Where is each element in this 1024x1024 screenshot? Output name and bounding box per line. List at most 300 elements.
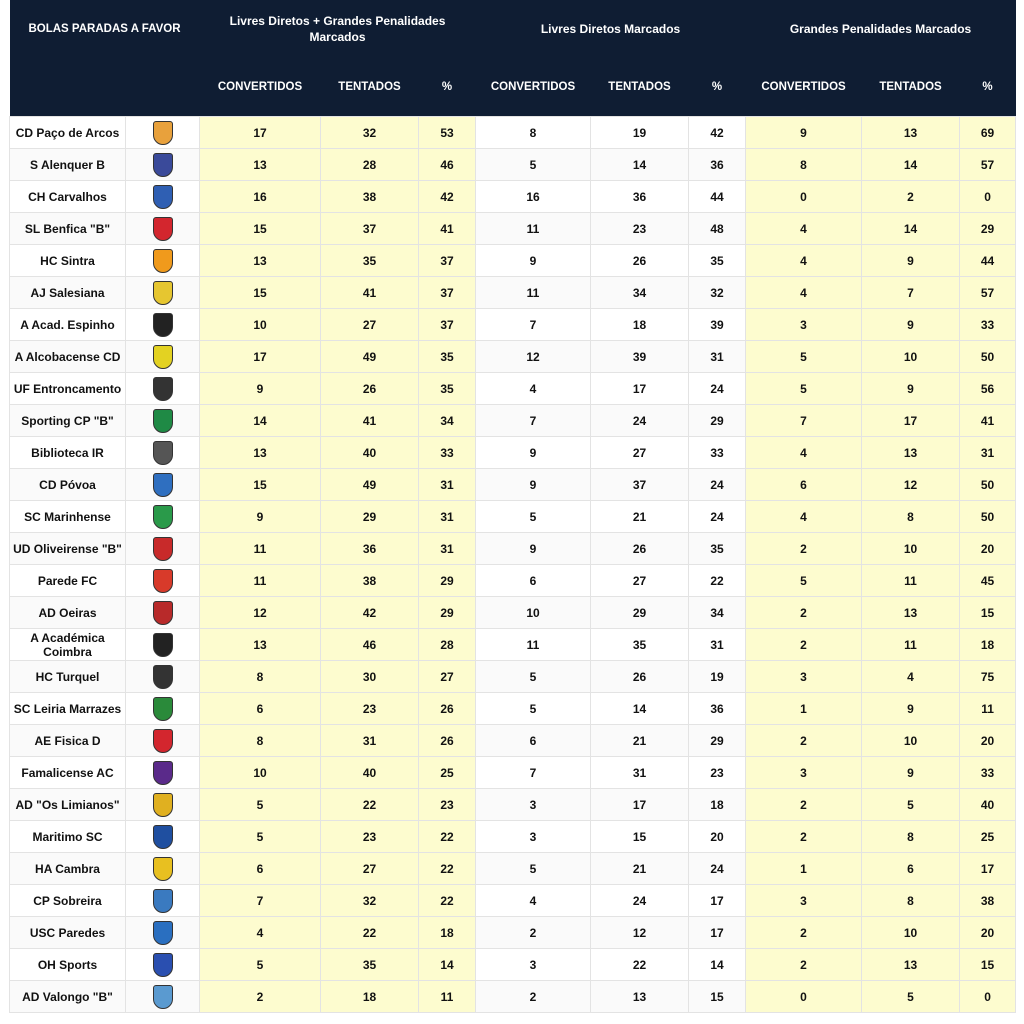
pct-livres: 15 <box>689 981 746 1013</box>
convertidos-total: 13 <box>200 149 321 181</box>
pct-total: 25 <box>419 757 476 789</box>
table-row <box>10 437 1016 469</box>
convertidos-livres: 10 <box>476 597 591 629</box>
pct-livres: 19 <box>689 661 746 693</box>
pct-livres: 22 <box>689 565 746 597</box>
convertidos-total: 6 <box>200 693 321 725</box>
convertidos-penalidades: 7 <box>746 405 862 437</box>
pct-penalidades: 56 <box>960 373 1016 405</box>
tentados-penalidades: 17 <box>862 405 960 437</box>
pct-total: 42 <box>419 181 476 213</box>
team-logo-cell <box>126 245 200 277</box>
team-logo-cell <box>126 341 200 373</box>
convertidos-livres: 5 <box>476 661 591 693</box>
convertidos-penalidades: 2 <box>746 949 862 981</box>
tentados-total: 40 <box>321 757 419 789</box>
convertidos-livres: 9 <box>476 245 591 277</box>
tentados-livres: 26 <box>591 533 689 565</box>
pct-total: 29 <box>419 565 476 597</box>
table-row <box>10 661 1016 693</box>
convertidos-penalidades: 2 <box>746 821 862 853</box>
team-logo-cell <box>126 309 200 341</box>
pct-total: 22 <box>419 821 476 853</box>
team-name: USC Paredes <box>10 917 126 949</box>
convertidos-livres: 7 <box>476 757 591 789</box>
pct-penalidades: 33 <box>960 757 1016 789</box>
pct-penalidades: 20 <box>960 917 1016 949</box>
table-row <box>10 693 1016 725</box>
convertidos-livres: 3 <box>476 789 591 821</box>
tentados-livres: 27 <box>591 437 689 469</box>
convertidos-penalidades: 1 <box>746 693 862 725</box>
team-name: AD Oeiras <box>10 597 126 629</box>
convertidos-total: 16 <box>200 181 321 213</box>
pct-livres: 29 <box>689 725 746 757</box>
convertidos-total: 15 <box>200 277 321 309</box>
pct-total: 28 <box>419 629 476 661</box>
table-row <box>10 629 1016 661</box>
header-tentados-1: TENTADOS <box>321 58 419 117</box>
pct-livres: 23 <box>689 757 746 789</box>
tentados-penalidades: 14 <box>862 213 960 245</box>
team-name: HA Cambra <box>10 853 126 885</box>
convertidos-penalidades: 4 <box>746 213 862 245</box>
pct-livres: 31 <box>689 341 746 373</box>
convertidos-livres: 5 <box>476 693 591 725</box>
pct-penalidades: 20 <box>960 533 1016 565</box>
team-logo-cell <box>126 661 200 693</box>
tentados-livres: 21 <box>591 501 689 533</box>
convertidos-penalidades: 4 <box>746 245 862 277</box>
convertidos-total: 9 <box>200 373 321 405</box>
pct-livres: 33 <box>689 437 746 469</box>
pct-total: 34 <box>419 405 476 437</box>
tentados-livres: 37 <box>591 469 689 501</box>
pct-livres: 31 <box>689 629 746 661</box>
table-row <box>10 309 1016 341</box>
tentados-livres: 17 <box>591 373 689 405</box>
tentados-total: 27 <box>321 853 419 885</box>
pct-livres: 24 <box>689 373 746 405</box>
header-tentados-2: TENTADOS <box>591 58 689 117</box>
convertidos-penalidades: 8 <box>746 149 862 181</box>
team-name: Parede FC <box>10 565 126 597</box>
convertidos-penalidades: 2 <box>746 629 862 661</box>
tentados-total: 42 <box>321 597 419 629</box>
convertidos-livres: 2 <box>476 917 591 949</box>
team-crest-icon <box>153 825 173 849</box>
pct-total: 53 <box>419 117 476 149</box>
tentados-livres: 24 <box>591 885 689 917</box>
convertidos-total: 6 <box>200 853 321 885</box>
pct-total: 23 <box>419 789 476 821</box>
standings-table-wrapper <box>9 0 1015 1013</box>
pct-total: 37 <box>419 277 476 309</box>
table-row <box>10 725 1016 757</box>
tentados-livres: 29 <box>591 597 689 629</box>
pct-total: 35 <box>419 341 476 373</box>
team-crest-icon <box>153 153 173 177</box>
set-pieces-table <box>9 0 1016 1013</box>
convertidos-penalidades: 2 <box>746 917 862 949</box>
team-logo-cell <box>126 725 200 757</box>
table-row <box>10 469 1016 501</box>
convertidos-penalidades: 2 <box>746 725 862 757</box>
convertidos-penalidades: 3 <box>746 885 862 917</box>
convertidos-livres: 11 <box>476 213 591 245</box>
tentados-total: 32 <box>321 117 419 149</box>
convertidos-total: 15 <box>200 469 321 501</box>
tentados-penalidades: 13 <box>862 597 960 629</box>
tentados-penalidades: 10 <box>862 533 960 565</box>
convertidos-total: 10 <box>200 757 321 789</box>
convertidos-livres: 8 <box>476 117 591 149</box>
tentados-livres: 31 <box>591 757 689 789</box>
table-row <box>10 981 1016 1013</box>
convertidos-penalidades: 5 <box>746 341 862 373</box>
tentados-total: 38 <box>321 181 419 213</box>
pct-total: 11 <box>419 981 476 1013</box>
tentados-total: 32 <box>321 885 419 917</box>
tentados-penalidades: 9 <box>862 693 960 725</box>
pct-livres: 24 <box>689 469 746 501</box>
pct-livres: 29 <box>689 405 746 437</box>
tentados-penalidades: 14 <box>862 149 960 181</box>
pct-total: 37 <box>419 245 476 277</box>
table-row <box>10 821 1016 853</box>
pct-livres: 24 <box>689 501 746 533</box>
team-crest-icon <box>153 569 173 593</box>
team-name: OH Sports <box>10 949 126 981</box>
convertidos-total: 10 <box>200 309 321 341</box>
tentados-penalidades: 10 <box>862 341 960 373</box>
tentados-total: 28 <box>321 149 419 181</box>
tentados-total: 35 <box>321 949 419 981</box>
tentados-penalidades: 11 <box>862 629 960 661</box>
tentados-total: 38 <box>321 565 419 597</box>
pct-penalidades: 57 <box>960 149 1016 181</box>
convertidos-livres: 11 <box>476 629 591 661</box>
convertidos-livres: 16 <box>476 181 591 213</box>
pct-total: 29 <box>419 597 476 629</box>
pct-livres: 44 <box>689 181 746 213</box>
pct-total: 22 <box>419 885 476 917</box>
tentados-livres: 26 <box>591 661 689 693</box>
team-logo-cell <box>126 533 200 565</box>
convertidos-penalidades: 5 <box>746 565 862 597</box>
convertidos-livres: 4 <box>476 885 591 917</box>
pct-penalidades: 15 <box>960 949 1016 981</box>
table-body <box>10 117 1016 1013</box>
convertidos-penalidades: 4 <box>746 437 862 469</box>
team-name: CH Carvalhos <box>10 181 126 213</box>
table-row <box>10 789 1016 821</box>
tentados-penalidades: 9 <box>862 373 960 405</box>
table-row <box>10 117 1016 149</box>
tentados-livres: 35 <box>591 629 689 661</box>
pct-penalidades: 41 <box>960 405 1016 437</box>
team-name: AE Fisica D <box>10 725 126 757</box>
tentados-total: 40 <box>321 437 419 469</box>
header-bolas-paradas: BOLAS PARADAS A FAVOR <box>10 0 200 58</box>
table-row <box>10 181 1016 213</box>
tentados-total: 22 <box>321 789 419 821</box>
table-row <box>10 597 1016 629</box>
convertidos-total: 13 <box>200 629 321 661</box>
tentados-livres: 27 <box>591 565 689 597</box>
convertidos-penalidades: 1 <box>746 853 862 885</box>
pct-penalidades: 44 <box>960 245 1016 277</box>
pct-livres: 34 <box>689 597 746 629</box>
team-logo-cell <box>126 885 200 917</box>
team-crest-icon <box>153 985 173 1009</box>
pct-total: 35 <box>419 373 476 405</box>
team-crest-icon <box>153 857 173 881</box>
table-row <box>10 341 1016 373</box>
tentados-penalidades: 10 <box>862 917 960 949</box>
tentados-livres: 21 <box>591 853 689 885</box>
convertidos-livres: 9 <box>476 533 591 565</box>
team-name: CD Paço de Arcos <box>10 117 126 149</box>
team-logo-cell <box>126 213 200 245</box>
tentados-total: 41 <box>321 277 419 309</box>
pct-livres: 35 <box>689 245 746 277</box>
convertidos-penalidades: 6 <box>746 469 862 501</box>
tentados-total: 22 <box>321 917 419 949</box>
tentados-livres: 39 <box>591 341 689 373</box>
tentados-penalidades: 4 <box>862 661 960 693</box>
table-row <box>10 949 1016 981</box>
team-crest-icon <box>153 793 173 817</box>
pct-livres: 18 <box>689 789 746 821</box>
pct-livres: 32 <box>689 277 746 309</box>
pct-livres: 20 <box>689 821 746 853</box>
pct-total: 33 <box>419 437 476 469</box>
team-crest-icon <box>153 601 173 625</box>
team-name: SC Marinhense <box>10 501 126 533</box>
pct-penalidades: 18 <box>960 629 1016 661</box>
team-crest-icon <box>153 217 173 241</box>
team-name: CP Sobreira <box>10 885 126 917</box>
team-crest-icon <box>153 921 173 945</box>
table-row <box>10 149 1016 181</box>
team-name: Famalicense AC <box>10 757 126 789</box>
tentados-livres: 15 <box>591 821 689 853</box>
team-crest-icon <box>153 953 173 977</box>
tentados-penalidades: 6 <box>862 853 960 885</box>
convertidos-total: 8 <box>200 725 321 757</box>
pct-livres: 39 <box>689 309 746 341</box>
tentados-livres: 26 <box>591 245 689 277</box>
convertidos-penalidades: 2 <box>746 597 862 629</box>
team-name: A Acad. Espinho <box>10 309 126 341</box>
pct-penalidades: 75 <box>960 661 1016 693</box>
tentados-total: 37 <box>321 213 419 245</box>
team-name: Maritimo SC <box>10 821 126 853</box>
team-logo-cell <box>126 405 200 437</box>
header-convertidos-1: CONVERTIDOS <box>200 58 321 117</box>
convertidos-total: 11 <box>200 533 321 565</box>
tentados-penalidades: 13 <box>862 117 960 149</box>
tentados-total: 26 <box>321 373 419 405</box>
team-crest-icon <box>153 505 173 529</box>
pct-total: 22 <box>419 853 476 885</box>
table-row <box>10 373 1016 405</box>
pct-penalidades: 45 <box>960 565 1016 597</box>
convertidos-livres: 9 <box>476 437 591 469</box>
pct-total: 31 <box>419 469 476 501</box>
tentados-total: 18 <box>321 981 419 1013</box>
pct-livres: 14 <box>689 949 746 981</box>
tentados-total: 35 <box>321 245 419 277</box>
team-name: Sporting CP "B" <box>10 405 126 437</box>
tentados-total: 23 <box>321 821 419 853</box>
team-crest-icon <box>153 665 173 689</box>
convertidos-total: 15 <box>200 213 321 245</box>
header-team-spacer <box>10 58 200 117</box>
tentados-penalidades: 9 <box>862 757 960 789</box>
table-row <box>10 885 1016 917</box>
convertidos-livres: 11 <box>476 277 591 309</box>
table-row <box>10 757 1016 789</box>
convertidos-penalidades: 0 <box>746 981 862 1013</box>
tentados-livres: 19 <box>591 117 689 149</box>
convertidos-penalidades: 4 <box>746 277 862 309</box>
table-header <box>10 0 1016 117</box>
tentados-livres: 18 <box>591 309 689 341</box>
pct-penalidades: 15 <box>960 597 1016 629</box>
team-name: SC Leiria Marrazes <box>10 693 126 725</box>
team-logo-cell <box>126 757 200 789</box>
team-crest-icon <box>153 249 173 273</box>
convertidos-total: 5 <box>200 789 321 821</box>
team-name: HC Turquel <box>10 661 126 693</box>
convertidos-livres: 12 <box>476 341 591 373</box>
tentados-penalidades: 5 <box>862 981 960 1013</box>
header-convertidos-3: CONVERTIDOS <box>746 58 862 117</box>
pct-total: 46 <box>419 149 476 181</box>
tentados-livres: 21 <box>591 725 689 757</box>
convertidos-penalidades: 3 <box>746 757 862 789</box>
convertidos-livres: 7 <box>476 309 591 341</box>
team-crest-icon <box>153 889 173 913</box>
pct-penalidades: 17 <box>960 853 1016 885</box>
tentados-total: 49 <box>321 469 419 501</box>
convertidos-livres: 3 <box>476 821 591 853</box>
convertidos-total: 17 <box>200 117 321 149</box>
pct-penalidades: 20 <box>960 725 1016 757</box>
team-name: AD "Os Limianos" <box>10 789 126 821</box>
team-logo-cell <box>126 693 200 725</box>
pct-penalidades: 0 <box>960 981 1016 1013</box>
header-group-penalidades: Grandes Penalidades Marcados <box>746 0 1016 58</box>
team-logo-cell <box>126 853 200 885</box>
tentados-total: 49 <box>321 341 419 373</box>
table-row <box>10 853 1016 885</box>
team-crest-icon <box>153 761 173 785</box>
team-logo-cell <box>126 949 200 981</box>
table-row <box>10 533 1016 565</box>
pct-livres: 36 <box>689 149 746 181</box>
convertidos-total: 17 <box>200 341 321 373</box>
tentados-penalidades: 8 <box>862 885 960 917</box>
convertidos-penalidades: 9 <box>746 117 862 149</box>
pct-penalidades: 57 <box>960 277 1016 309</box>
pct-penalidades: 29 <box>960 213 1016 245</box>
team-crest-icon <box>153 345 173 369</box>
convertidos-total: 13 <box>200 437 321 469</box>
table-row <box>10 277 1016 309</box>
team-crest-icon <box>153 313 173 337</box>
team-name: A Alcobacense CD <box>10 341 126 373</box>
team-crest-icon <box>153 121 173 145</box>
team-crest-icon <box>153 537 173 561</box>
pct-livres: 35 <box>689 533 746 565</box>
pct-livres: 17 <box>689 885 746 917</box>
convertidos-total: 8 <box>200 661 321 693</box>
team-name: S Alenquer B <box>10 149 126 181</box>
header-pct-2: % <box>689 58 746 117</box>
tentados-penalidades: 13 <box>862 437 960 469</box>
convertidos-livres: 4 <box>476 373 591 405</box>
tentados-penalidades: 13 <box>862 949 960 981</box>
team-logo-cell <box>126 597 200 629</box>
table-row <box>10 501 1016 533</box>
tentados-penalidades: 7 <box>862 277 960 309</box>
pct-penalidades: 31 <box>960 437 1016 469</box>
team-logo-cell <box>126 277 200 309</box>
team-logo-cell <box>126 629 200 661</box>
tentados-penalidades: 12 <box>862 469 960 501</box>
team-name: UD Oliveirense "B" <box>10 533 126 565</box>
tentados-livres: 22 <box>591 949 689 981</box>
convertidos-livres: 9 <box>476 469 591 501</box>
tentados-penalidades: 9 <box>862 309 960 341</box>
tentados-penalidades: 5 <box>862 789 960 821</box>
convertidos-total: 13 <box>200 245 321 277</box>
tentados-livres: 12 <box>591 917 689 949</box>
tentados-penalidades: 8 <box>862 821 960 853</box>
convertidos-livres: 5 <box>476 149 591 181</box>
table-row <box>10 213 1016 245</box>
convertidos-livres: 3 <box>476 949 591 981</box>
team-crest-icon <box>153 441 173 465</box>
header-pct-1: % <box>419 58 476 117</box>
convertidos-penalidades: 2 <box>746 533 862 565</box>
pct-total: 18 <box>419 917 476 949</box>
tentados-total: 31 <box>321 725 419 757</box>
team-crest-icon <box>153 185 173 209</box>
team-crest-icon <box>153 377 173 401</box>
pct-total: 41 <box>419 213 476 245</box>
pct-total: 31 <box>419 533 476 565</box>
table-row <box>10 917 1016 949</box>
pct-penalidades: 38 <box>960 885 1016 917</box>
team-logo-cell <box>126 981 200 1013</box>
team-logo-cell <box>126 437 200 469</box>
convertidos-penalidades: 3 <box>746 309 862 341</box>
convertidos-livres: 6 <box>476 725 591 757</box>
pct-total: 37 <box>419 309 476 341</box>
team-logo-cell <box>126 821 200 853</box>
tentados-total: 36 <box>321 533 419 565</box>
team-crest-icon <box>153 633 173 657</box>
team-logo-cell <box>126 149 200 181</box>
team-name: SL Benfica "B" <box>10 213 126 245</box>
pct-livres: 24 <box>689 853 746 885</box>
tentados-penalidades: 10 <box>862 725 960 757</box>
pct-total: 31 <box>419 501 476 533</box>
